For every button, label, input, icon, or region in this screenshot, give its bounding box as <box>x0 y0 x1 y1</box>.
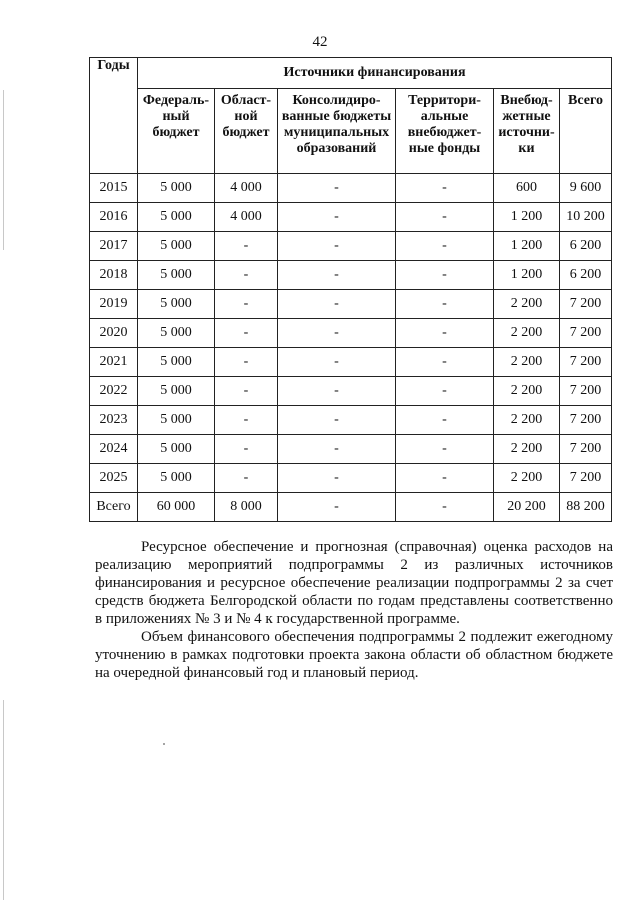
cell-total: 7 200 <box>560 319 612 348</box>
cell-regional: - <box>215 232 278 261</box>
cell-territorial: - <box>396 290 494 319</box>
cell-regional: - <box>215 464 278 493</box>
table-row <box>90 319 612 348</box>
cell-municipal: - <box>278 406 396 435</box>
cell-territorial: - <box>396 319 494 348</box>
col-municipal: Консолидиро-ванные бюджеты муниципальных образований <box>278 89 396 174</box>
cell-federal: 5 000 <box>138 406 215 435</box>
cell-regional: - <box>215 290 278 319</box>
cell-municipal: - <box>278 348 396 377</box>
cell-regional: 4 000 <box>215 174 278 203</box>
cell-year: 2023 <box>90 406 138 435</box>
header-years: Годы <box>90 58 138 174</box>
cell-federal: 5 000 <box>138 464 215 493</box>
cell-municipal: - <box>278 174 396 203</box>
col-regional: Област-ной бюджет <box>215 89 278 174</box>
cell-regional: - <box>215 435 278 464</box>
cell-year: 2019 <box>90 290 138 319</box>
cell-total: 9 600 <box>560 174 612 203</box>
cell-regional: - <box>215 261 278 290</box>
scan-speck <box>163 743 165 745</box>
table-row <box>90 261 612 290</box>
scan-edge-top <box>3 90 4 250</box>
cell-federal: 5 000 <box>138 174 215 203</box>
cell-extra: 2 200 <box>494 406 560 435</box>
cell-regional: 4 000 <box>215 203 278 232</box>
cell-federal: 60 000 <box>138 493 215 522</box>
cell-year: 2025 <box>90 464 138 493</box>
table-row <box>90 290 612 319</box>
cell-year: 2024 <box>90 435 138 464</box>
cell-total: 7 200 <box>560 435 612 464</box>
cell-year: Всего <box>90 493 138 522</box>
cell-total: 7 200 <box>560 348 612 377</box>
cell-territorial: - <box>396 464 494 493</box>
funding-table <box>89 57 612 522</box>
cell-municipal: - <box>278 232 396 261</box>
paragraph-volume: Объем финансового обеспечения подпрограммы 2 подлежит ежегодному уточнению в рамках подготовки проекта закона области об областном бюджете на очередной финансовый год и плановый период. <box>95 629 613 681</box>
col-extra-budget: Внебюд-жетные источни-ки <box>494 89 560 174</box>
cell-territorial: - <box>396 261 494 290</box>
cell-year: 2017 <box>90 232 138 261</box>
cell-federal: 5 000 <box>138 435 215 464</box>
header-sources: Источники финансирования <box>138 58 612 89</box>
cell-regional: - <box>215 319 278 348</box>
cell-municipal: - <box>278 319 396 348</box>
cell-total: 10 200 <box>560 203 612 232</box>
table-row <box>90 174 612 203</box>
cell-territorial: - <box>396 203 494 232</box>
page-number: 42 <box>312 34 328 50</box>
cell-federal: 5 000 <box>138 348 215 377</box>
cell-regional: - <box>215 377 278 406</box>
cell-extra: 1 200 <box>494 203 560 232</box>
table-row <box>90 435 612 464</box>
cell-federal: 5 000 <box>138 261 215 290</box>
cell-federal: 5 000 <box>138 203 215 232</box>
cell-municipal: - <box>278 261 396 290</box>
cell-territorial: - <box>396 435 494 464</box>
table-total-row <box>90 493 612 522</box>
cell-year: 2016 <box>90 203 138 232</box>
table-row <box>90 377 612 406</box>
cell-extra: 20 200 <box>494 493 560 522</box>
cell-total: 6 200 <box>560 232 612 261</box>
cell-extra: 1 200 <box>494 261 560 290</box>
cell-extra: 2 200 <box>494 319 560 348</box>
cell-municipal: - <box>278 290 396 319</box>
cell-municipal: - <box>278 203 396 232</box>
cell-year: 2022 <box>90 377 138 406</box>
cell-total: 7 200 <box>560 377 612 406</box>
table-row <box>90 203 612 232</box>
col-territorial: Территори-альные внебюджет-ные фонды <box>396 89 494 174</box>
cell-extra: 2 200 <box>494 348 560 377</box>
cell-municipal: - <box>278 493 396 522</box>
cell-year: 2020 <box>90 319 138 348</box>
cell-federal: 5 000 <box>138 377 215 406</box>
cell-total: 88 200 <box>560 493 612 522</box>
cell-extra: 1 200 <box>494 232 560 261</box>
col-federal: Федераль-ный бюджет <box>138 89 215 174</box>
table-row <box>90 464 612 493</box>
cell-federal: 5 000 <box>138 290 215 319</box>
cell-total: 7 200 <box>560 290 612 319</box>
cell-total: 6 200 <box>560 261 612 290</box>
cell-federal: 5 000 <box>138 319 215 348</box>
cell-municipal: - <box>278 464 396 493</box>
cell-territorial: - <box>396 174 494 203</box>
cell-year: 2018 <box>90 261 138 290</box>
scan-edge-bottom <box>3 700 4 900</box>
cell-territorial: - <box>396 493 494 522</box>
cell-municipal: - <box>278 435 396 464</box>
table-row <box>90 406 612 435</box>
cell-regional: - <box>215 348 278 377</box>
table-row <box>90 232 612 261</box>
cell-territorial: - <box>396 232 494 261</box>
cell-total: 7 200 <box>560 406 612 435</box>
cell-municipal: - <box>278 377 396 406</box>
table-row <box>90 348 612 377</box>
cell-extra: 2 200 <box>494 290 560 319</box>
cell-year: 2021 <box>90 348 138 377</box>
cell-regional: - <box>215 406 278 435</box>
cell-regional: 8 000 <box>215 493 278 522</box>
cell-extra: 2 200 <box>494 435 560 464</box>
cell-territorial: - <box>396 377 494 406</box>
cell-extra: 600 <box>494 174 560 203</box>
cell-territorial: - <box>396 348 494 377</box>
cell-federal: 5 000 <box>138 232 215 261</box>
cell-extra: 2 200 <box>494 464 560 493</box>
paragraph-resources: Ресурсное обеспечение и прогнозная (справочная) оценка расходов на реализацию мероприятий подпрограммы 2 из различных источников финансирования и ресурсное обеспечение реализации подпрограммы 2 за счет средств бюджета Белгородской области по годам представлены соответственно в приложениях № 3 и № 4 к государственной программе. <box>95 539 613 627</box>
col-total: Всего <box>560 89 612 174</box>
cell-total: 7 200 <box>560 464 612 493</box>
cell-territorial: - <box>396 406 494 435</box>
cell-extra: 2 200 <box>494 377 560 406</box>
cell-year: 2015 <box>90 174 138 203</box>
